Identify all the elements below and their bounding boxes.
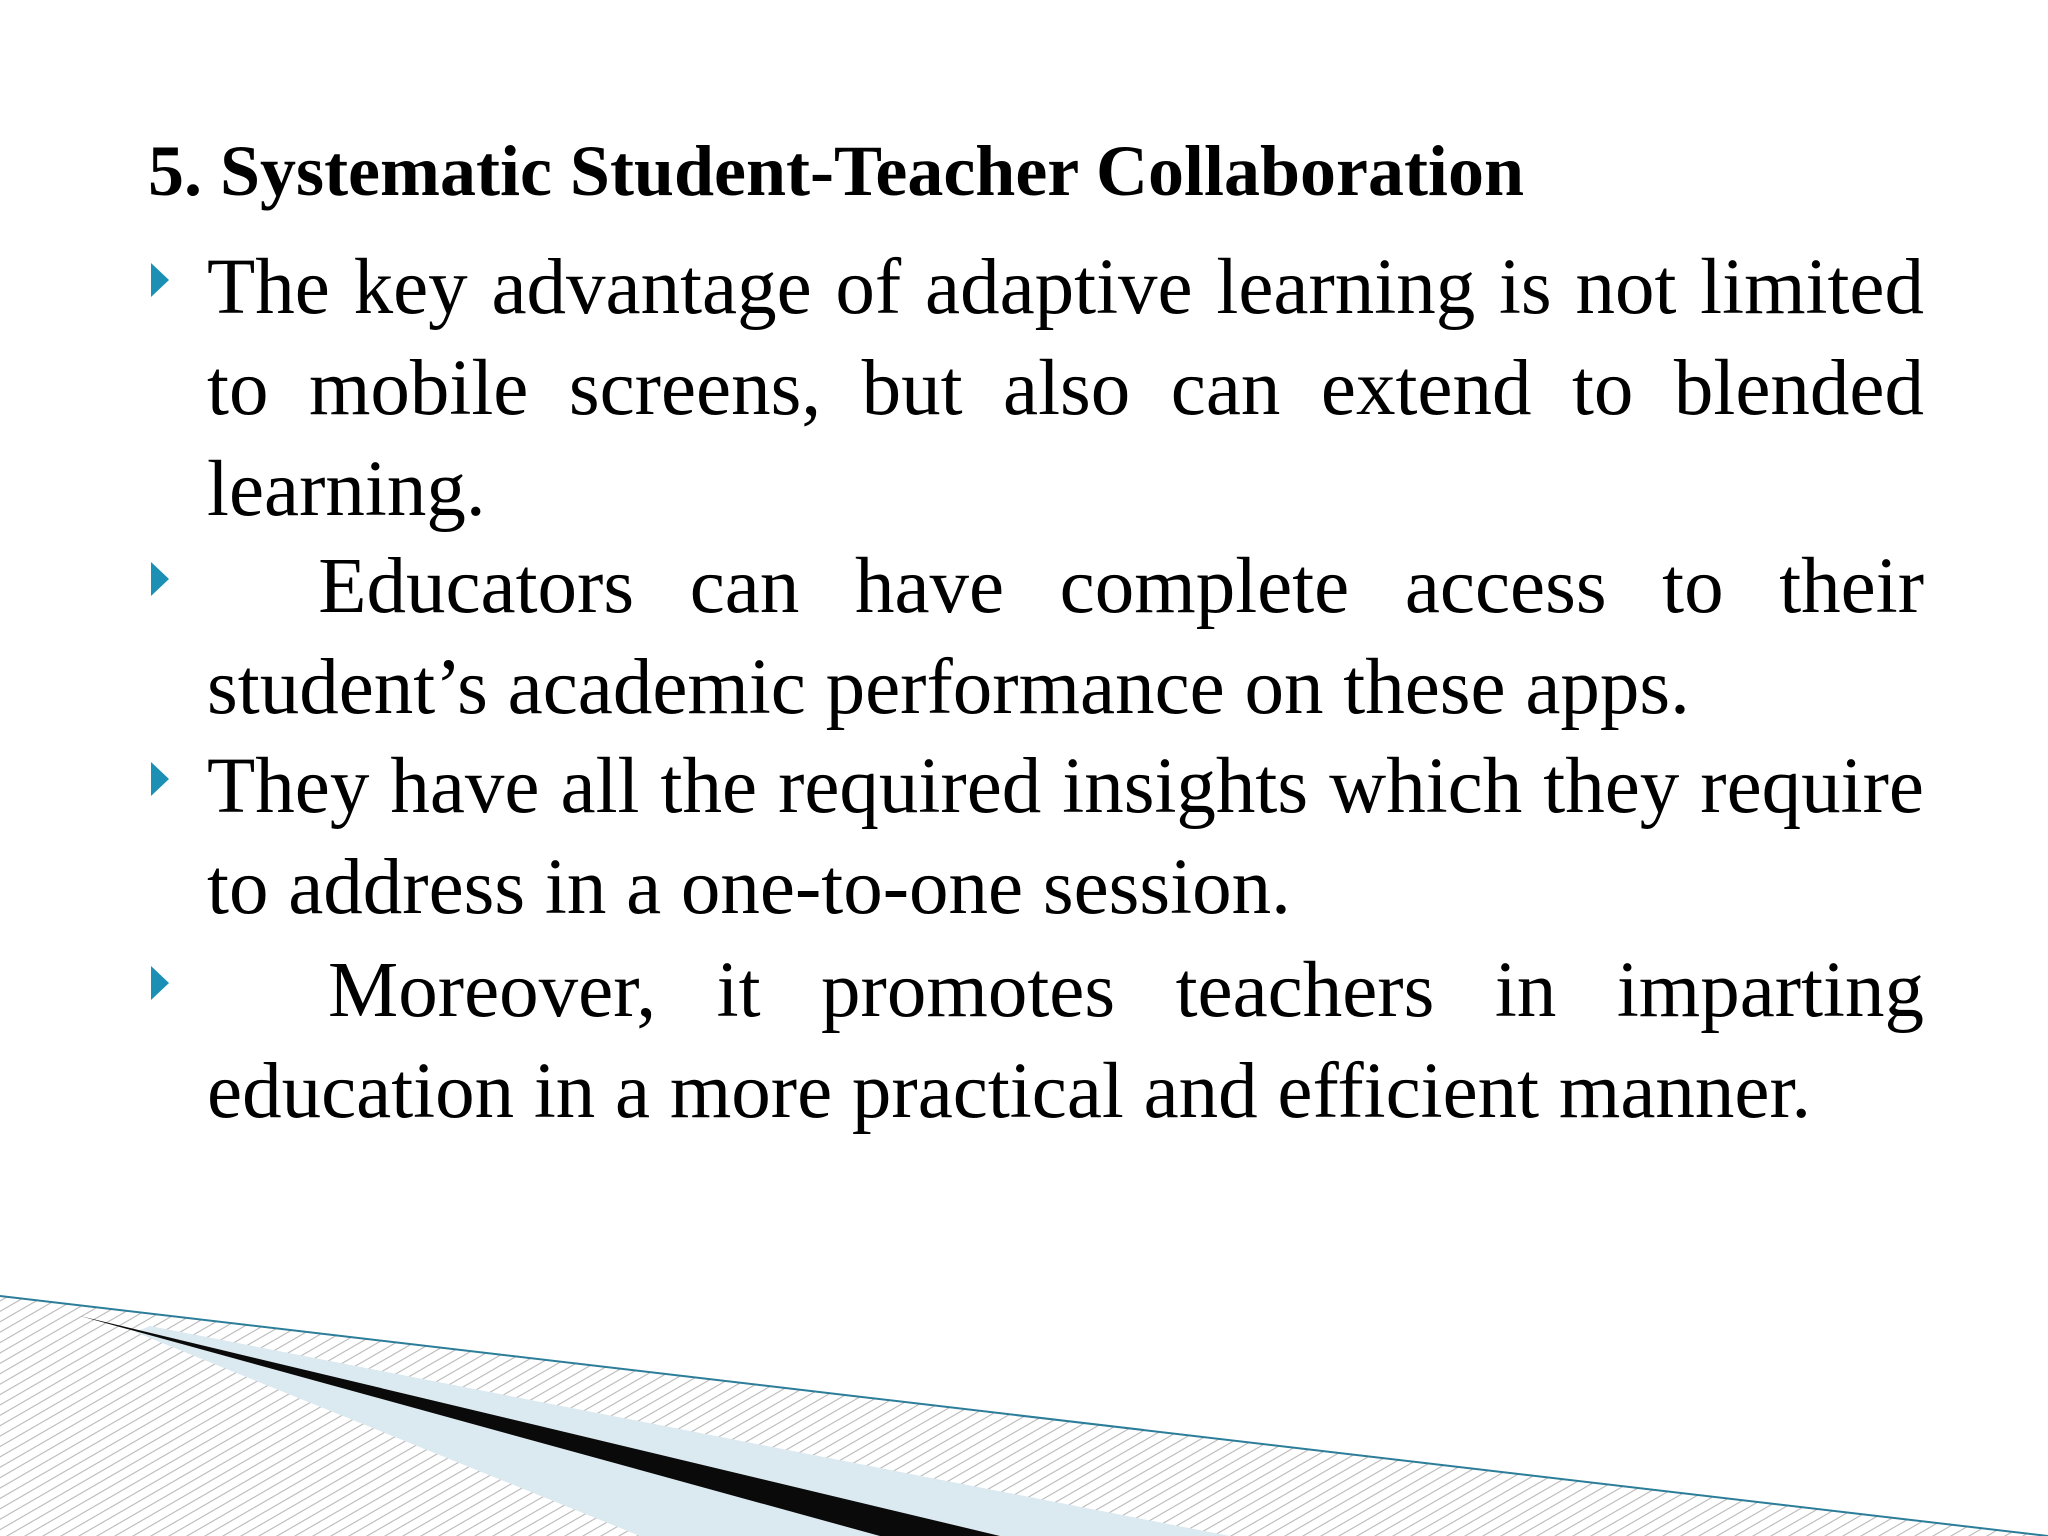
bullet-text: Educators can have complete access to their student’s academic performance on these apps.: [207, 543, 1944, 731]
triangle-right-bullet-icon: [151, 263, 169, 297]
triangle-right-bullet-icon: [151, 762, 169, 796]
triangle-right-bullet-icon: [151, 966, 169, 1000]
slide-title: 5. Systematic Student-Teacher Collaboration: [148, 131, 1524, 211]
bullet-text: The key advantage of adaptive learning is not limited to mobile screens, but also can extend to blended learning.: [207, 244, 1924, 533]
triangle-right-bullet-icon: [151, 562, 169, 596]
bullet-text: They have all the required insights which they require to address in a one-to-one session.: [207, 743, 1924, 931]
bullet-text: Moreover, it promotes teachers in imparting education in a more practical and efficient manner.: [207, 947, 1944, 1135]
decorative-swoosh-graphic: [0, 1290, 2048, 1536]
